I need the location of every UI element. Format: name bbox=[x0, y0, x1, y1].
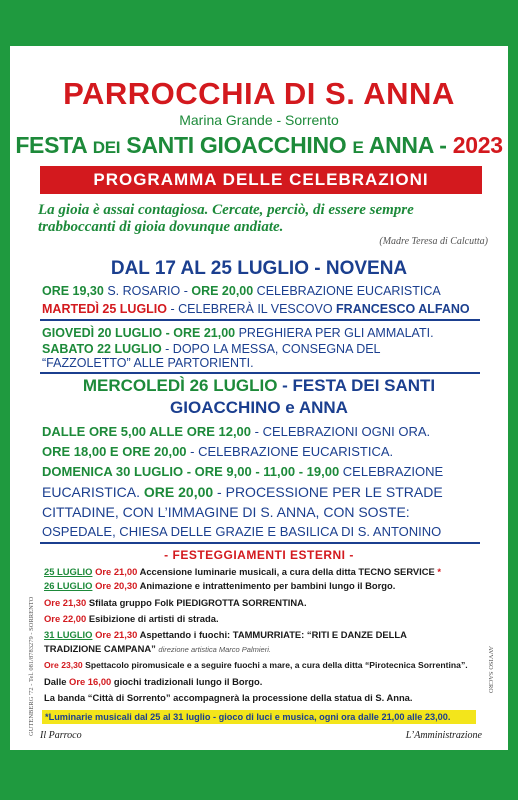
novena-line bbox=[42, 284, 441, 298]
time-highlight: ORE 18,00 E ORE 20,00 bbox=[42, 444, 187, 459]
event-time: Ore 21,30 bbox=[44, 597, 87, 608]
feast-saints: GIOACCHINO e ANNA bbox=[170, 398, 348, 417]
date-highlight: MARTEDÌ 25 LUGLIO bbox=[42, 302, 168, 316]
event-text: TRADIZIONE CAMPANA” bbox=[44, 643, 156, 654]
festa-heading bbox=[10, 132, 508, 159]
event-text: Esibizione di artisti di strada. bbox=[88, 613, 219, 624]
festa-part: DEI bbox=[92, 138, 121, 157]
page-title: PARROCCHIA DI S. ANNA bbox=[63, 76, 455, 111]
festa-part: SANTI GIOACCHINO bbox=[126, 132, 347, 158]
signature-parroco: Il Parroco bbox=[40, 730, 82, 741]
line-text: CELEBRAZIONE EUCARISTICA bbox=[253, 284, 441, 298]
feast-line bbox=[42, 464, 443, 479]
event-date: 31 LUGLIO bbox=[44, 629, 93, 640]
line-text: - CELEBRAZIONE EUCARISTICA. bbox=[186, 444, 394, 459]
divider bbox=[40, 372, 480, 374]
luminarie-banner: *Luminarie musicali dal 25 al 31 luglio - gioco di luci e musica, ogni ora dalle 21,00 alle 23,00. bbox=[42, 710, 476, 724]
location-subtitle: Marina Grande - Sorrento bbox=[179, 112, 339, 128]
event-time: Ore 20,30 bbox=[95, 580, 138, 591]
event-text: Aspettando i fuochi: TAMMURRIATE: “RITI E DANZE DELLA bbox=[139, 629, 407, 640]
event-line bbox=[44, 566, 441, 577]
quote-text: La gioia è assai contagiosa. Cercate, perciò, di essere sempre trabboccanti di gioia dovunque andiate. bbox=[38, 202, 414, 235]
event-text: Accensione luminarie musicali, a cura della ditta TECNO SERVICE bbox=[139, 566, 435, 577]
feast-line bbox=[42, 444, 393, 459]
bishop-name: FRANCESCO ALFANO bbox=[336, 302, 470, 316]
programma-banner: PROGRAMMA DELLE CELEBRAZIONI bbox=[40, 166, 482, 194]
line-text: PREGHIERA PER GLI AMMALATI. bbox=[235, 326, 434, 340]
date-highlight: SABATO 22 LUGLIO bbox=[42, 342, 162, 356]
line-text: - CELEBRAZIONI OGNI ORA. bbox=[251, 424, 431, 439]
event-time: Ore 22,00 bbox=[44, 613, 87, 624]
divider bbox=[40, 319, 480, 321]
event-text: Dalle bbox=[44, 676, 67, 687]
festa-part: FESTA bbox=[15, 132, 87, 158]
event-time: Ore 21,00 bbox=[95, 566, 138, 577]
date-highlight: GIOVEDÌ 20 LUGLIO - ORE 21,00 bbox=[42, 326, 236, 340]
event-time: Ore 21,30 bbox=[95, 629, 138, 640]
event-line bbox=[44, 629, 407, 640]
novena-line bbox=[42, 326, 434, 340]
event-line bbox=[44, 660, 468, 670]
novena-line: “FAZZOLETTO” ALLE PARTORIENTI. bbox=[42, 356, 254, 370]
time-highlight: ORE 19,30 bbox=[42, 284, 104, 298]
time-highlight: ORE 20,00 bbox=[191, 284, 254, 298]
event-line bbox=[44, 613, 219, 624]
feast-line bbox=[42, 484, 443, 500]
esterni-title: - FESTEGGIAMENTI ESTERNI - bbox=[164, 548, 354, 562]
festa-part: E bbox=[352, 138, 364, 157]
line-text: - DOPO LA MESSA, CONSEGNA DEL bbox=[161, 342, 381, 356]
feast-line: CITTADINE, CON L’IMMAGINE DI S. ANNA, CON SOSTE: bbox=[42, 504, 410, 520]
festa-year: 2023 bbox=[452, 132, 503, 158]
avviso-sacro-label: AVVISO SACRO bbox=[487, 646, 494, 694]
printer-credit: GUTENBERG '72 - Tel. 081/8783279 - SORRENTO bbox=[28, 596, 35, 736]
line-text: - CELEBRERÀ IL VESCOVO bbox=[167, 302, 337, 316]
feast-title bbox=[10, 376, 508, 396]
event-text: Sfilata gruppo Folk PIEDIGROTTA SORRENTINA. bbox=[88, 597, 307, 608]
event-line bbox=[44, 597, 307, 608]
event-time: Ore 23,30 bbox=[44, 660, 83, 670]
line-text: - PROCESSIONE PER LE STRADE bbox=[213, 484, 443, 500]
line-text: S. ROSARIO - bbox=[103, 284, 192, 298]
event-credit: direzione artistica Marco Palmieri. bbox=[158, 645, 271, 654]
feast-label: - FESTA DEI SANTI bbox=[277, 376, 436, 395]
event-text: Spettacolo piromusicale e a seguire fuochi a mare, a cura della ditta “Pirotecnica Sorrentina”. bbox=[85, 660, 468, 670]
feast-line bbox=[42, 424, 430, 439]
event-date: 25 LUGLIO bbox=[44, 566, 93, 577]
event-text: Animazione e intrattenimento per bambini lungo il Borgo. bbox=[139, 580, 396, 591]
asterisk: * bbox=[437, 566, 442, 577]
line-text: EUCARISTICA. bbox=[42, 484, 144, 500]
feast-date: MERCOLEDÌ 26 LUGLIO bbox=[82, 376, 278, 395]
novena-title: DAL 17 AL 25 LUGLIO - NOVENA bbox=[110, 258, 408, 279]
quote-author: (Madre Teresa di Calcutta) bbox=[379, 236, 488, 247]
line-text: CELEBRAZIONE bbox=[339, 464, 444, 479]
poster bbox=[10, 46, 508, 750]
event-line: La banda “Città di Sorrento” accompagnerà la processione della statua di S. Anna. bbox=[44, 692, 413, 703]
event-date: 26 LUGLIO bbox=[44, 580, 93, 591]
divider bbox=[40, 542, 480, 544]
time-highlight: ORE 20,00 bbox=[143, 484, 214, 500]
time-highlight: DOMENICA 30 LUGLIO - ORE 9,00 - 11,00 - 19,00 bbox=[42, 464, 340, 479]
time-highlight: DALLE ORE 5,00 ALLE ORE 12,00 bbox=[42, 424, 252, 439]
feast-line: OSPEDALE, CHIESA DELLE GRAZIE E BASILICA DI S. ANTONINO bbox=[42, 524, 442, 539]
event-line bbox=[44, 676, 262, 687]
event-line bbox=[44, 580, 395, 591]
event-line bbox=[44, 643, 271, 654]
signature-amministrazione: L’Amministrazione bbox=[405, 730, 482, 741]
event-time: Ore 16,00 bbox=[69, 676, 112, 687]
novena-line bbox=[42, 302, 470, 316]
festa-part: ANNA - bbox=[368, 132, 447, 158]
event-text: giochi tradizionali lungo il Borgo. bbox=[113, 676, 263, 687]
novena-line bbox=[42, 342, 381, 356]
